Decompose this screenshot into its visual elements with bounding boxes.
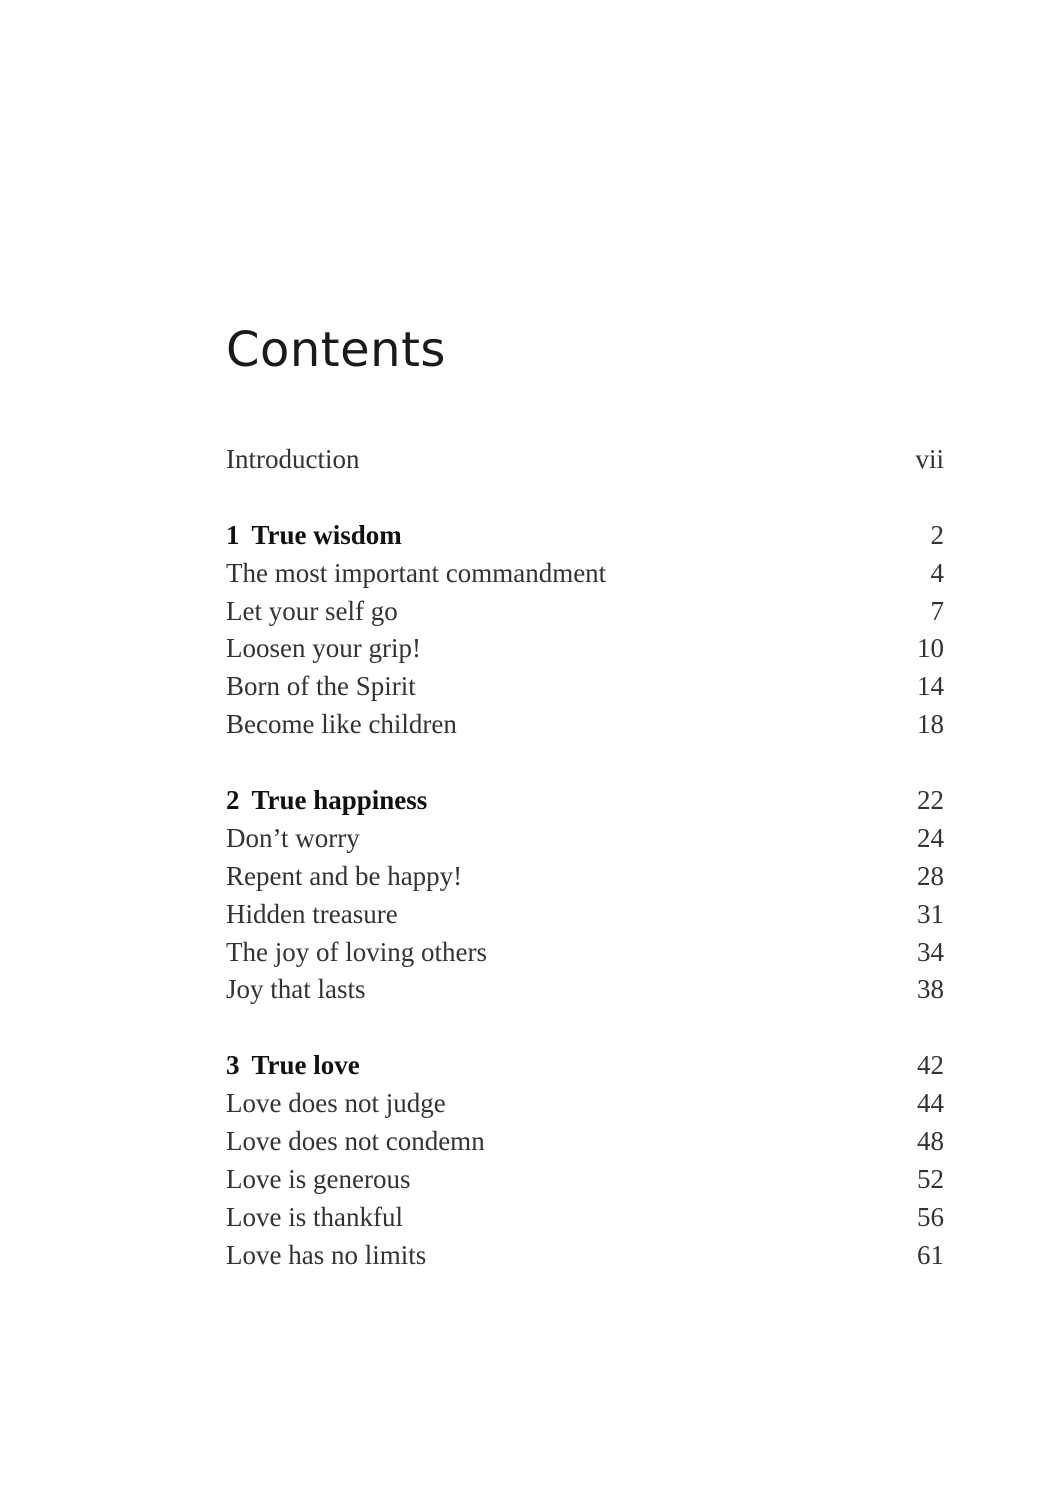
toc-entry: [226, 706, 944, 744]
toc-entry-label: Become like children: [226, 709, 457, 740]
chapter-number: 2: [226, 785, 240, 816]
toc-entry: [226, 820, 944, 858]
toc-entry: [226, 1199, 944, 1237]
toc-entry-label: Loosen your grip!: [226, 633, 421, 664]
chapter-title: [226, 517, 402, 555]
chapter-heading-3: [226, 1047, 944, 1085]
chapter-heading-1: [226, 517, 944, 555]
toc-entry: [226, 1085, 944, 1123]
toc-entry-label: Born of the Spirit: [226, 671, 416, 702]
toc-entry-label: Love does not judge: [226, 1088, 446, 1119]
chapter-heading-2: [226, 782, 944, 820]
toc-entry: [226, 593, 944, 631]
toc-page-number: 42: [917, 1050, 944, 1081]
toc-entry: [226, 630, 944, 668]
table-of-contents: [226, 441, 944, 1275]
page-title: Contents: [226, 322, 446, 378]
toc-entry: [226, 934, 944, 972]
chapter-number: 1: [226, 519, 240, 550]
toc-entry-label: Hidden treasure: [226, 898, 398, 929]
toc-page-number: 14: [917, 671, 944, 702]
toc-entry-label: Joy that lasts: [226, 974, 366, 1005]
chapter-title-text: True love: [251, 1050, 360, 1081]
section-spacer: [226, 744, 944, 782]
toc-page-number: 28: [917, 860, 944, 891]
chapter-title-text: True wisdom: [251, 519, 402, 550]
toc-page-number: vii: [915, 444, 944, 474]
toc-entry: [226, 668, 944, 706]
toc-page-number: 10: [917, 633, 944, 664]
toc-page-number: 7: [930, 595, 944, 626]
toc-page-number: 34: [917, 936, 944, 967]
chapter-title: [226, 782, 427, 820]
toc-page-number: 4: [930, 557, 944, 588]
chapter-number: 3: [226, 1050, 240, 1081]
toc-page-number: 61: [917, 1239, 944, 1270]
toc-page-number: 31: [917, 898, 944, 929]
toc-entry: [226, 858, 944, 896]
toc-entry-label: The most important commandment: [226, 557, 607, 588]
toc-entry: [226, 1237, 944, 1275]
toc-page-number: 24: [917, 822, 944, 853]
chapter-title-text: True happiness: [251, 785, 428, 816]
toc-entry-label: Let your self go: [226, 595, 398, 626]
toc-entry: [226, 555, 944, 593]
section-spacer: [226, 1009, 944, 1047]
toc-page-number: 44: [917, 1088, 944, 1119]
toc-page-number: 18: [917, 709, 944, 740]
toc-entry-label: Love has no limits: [226, 1239, 427, 1270]
toc-entry: [226, 971, 944, 1009]
toc-page-number: 56: [917, 1201, 944, 1232]
toc-entry: [226, 896, 944, 934]
section-spacer: [226, 479, 944, 517]
chapter-title: [226, 1047, 360, 1085]
toc-entry-label: Love does not condemn: [226, 1126, 485, 1157]
toc-page-number: 38: [917, 974, 944, 1005]
toc-entry-label: Don’t worry: [226, 822, 360, 853]
toc-page-number: 52: [917, 1163, 944, 1194]
toc-entry: [226, 1123, 944, 1161]
toc-page-number: 2: [930, 519, 944, 550]
toc-entry-label: The joy of loving others: [226, 936, 487, 967]
toc-entry-label: Love is generous: [226, 1163, 411, 1194]
toc-entry-introduction: [226, 441, 944, 479]
toc-entry-label: Love is thankful: [226, 1201, 403, 1232]
toc-page-number: 22: [917, 785, 944, 816]
toc-entry: [226, 1161, 944, 1199]
toc-page-number: 48: [917, 1126, 944, 1157]
toc-entry-label: Introduction: [226, 444, 360, 474]
toc-entry-label: Repent and be happy!: [226, 860, 463, 891]
